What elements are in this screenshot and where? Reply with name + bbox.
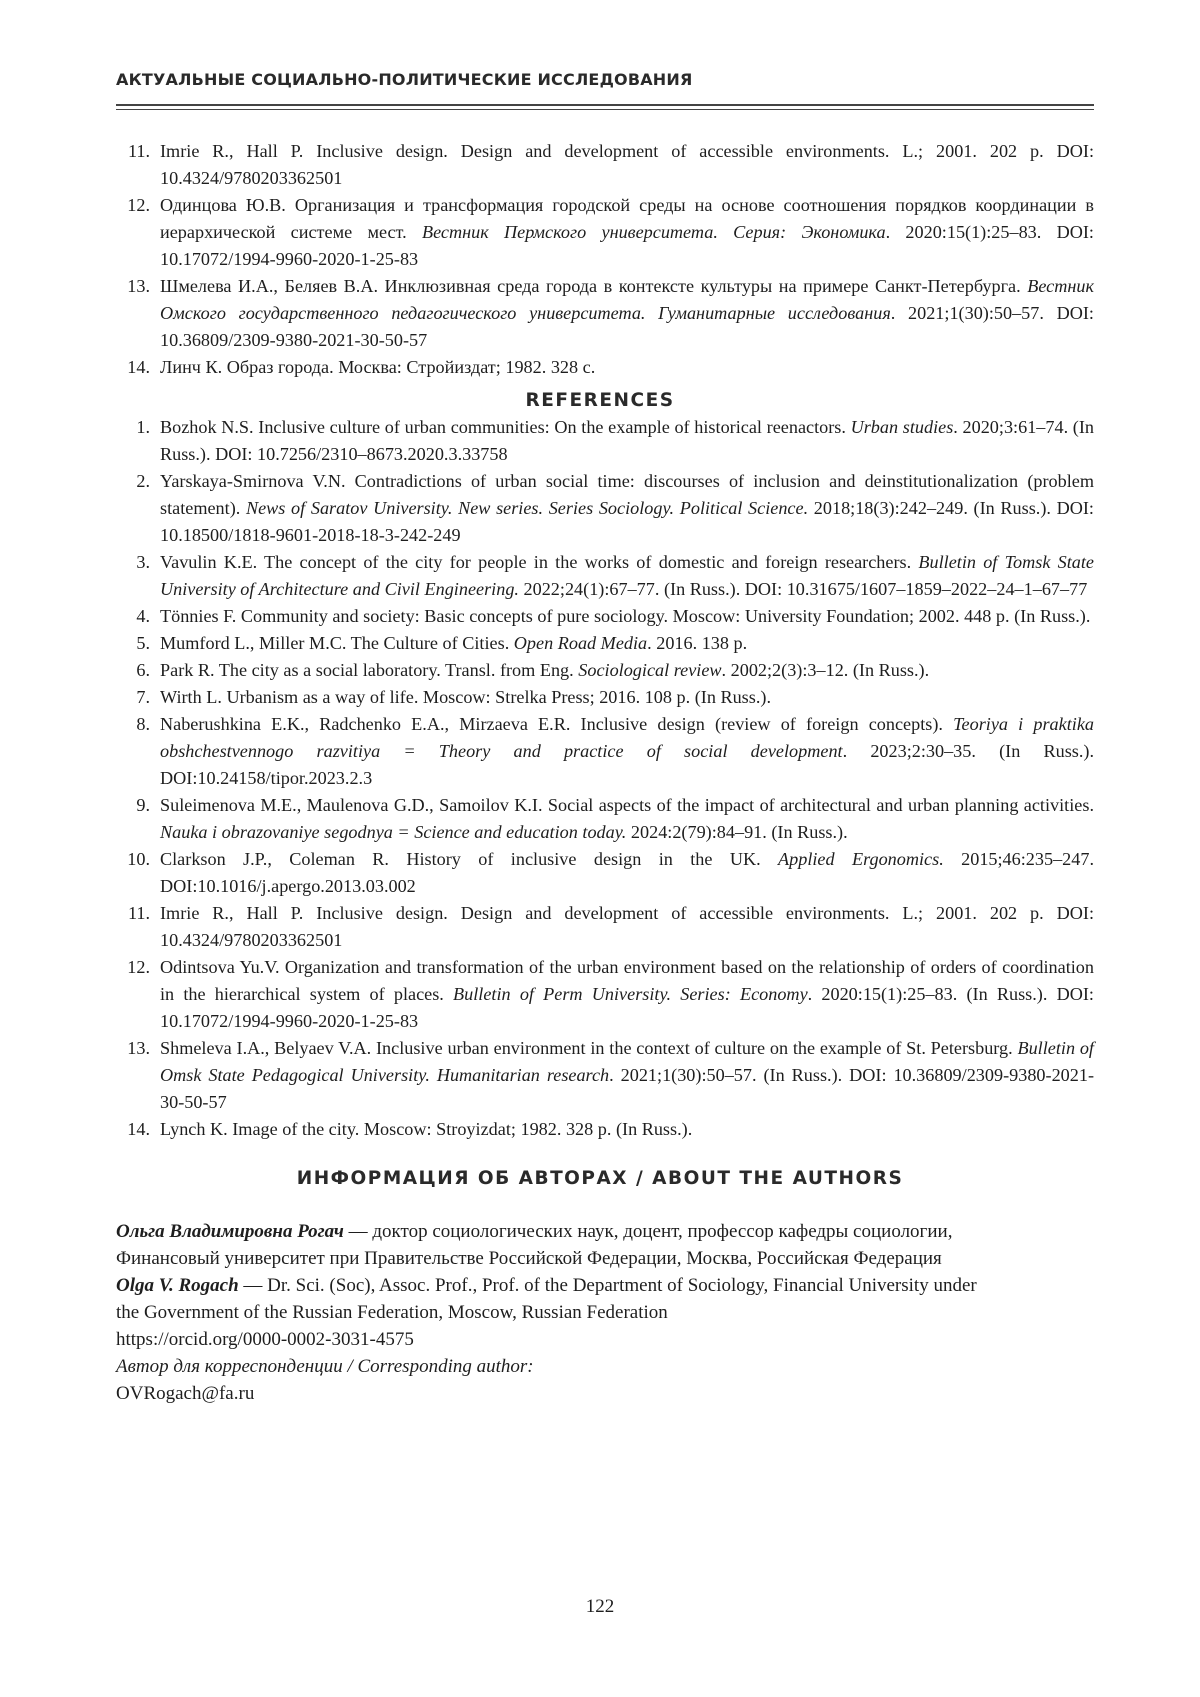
reference-text: Imrie R., Hall P. Inclusive design. Design and development of accessible environments. L.; 2001. 202 p. DOI: 10.4324/9780203362501 xyxy=(160,141,1094,188)
authors-heading: ИНФОРМАЦИЯ ОБ АВТОРАХ / ABOUT THE AUTHORS xyxy=(0,1168,1200,1189)
reference-text: Odintsova Yu.V. Organization and transformation of the urban environment based on the relationship of orders of coordination in the hierarchical system of places. xyxy=(160,957,1094,1004)
reference-number: 5. xyxy=(116,630,150,657)
reference-text: 2018;18(3):242–249. (In Russ.). DOI: 10.18500/1818-9601-2018-18-3-242-249 xyxy=(160,498,1094,545)
author-desc-en-2: the Government of the Russian Federation, Moscow, Russian Federation xyxy=(116,1299,1096,1326)
reference-text: . 2020;3:61–74. (In Russ.). DOI: 10.7256/2310–8673.2020.3.33758 xyxy=(160,417,1094,464)
reference-text: 2024:2(79):84–91. (In Russ.). xyxy=(626,822,847,842)
journal-page xyxy=(0,0,1200,1697)
reference-item xyxy=(116,630,1094,657)
reference-item xyxy=(116,414,1094,468)
reference-item xyxy=(116,549,1094,603)
reference-text: Vavulin K.E. The concept of the city for people in the works of domestic and foreign researchers. xyxy=(160,552,918,572)
references-heading: REFERENCES xyxy=(0,390,1200,411)
reference-number: 3. xyxy=(116,549,150,576)
reference-source-title: Bulletin of Perm University. Series: Economy xyxy=(453,984,808,1004)
reference-text: Lynch K. Image of the city. Moscow: Stroyizdat; 1982. 328 p. (In Russ.). xyxy=(160,1119,692,1139)
orcid-link[interactable]: https://orcid.org/0000-0002-3031-4575 xyxy=(116,1326,1096,1353)
author-name-en: Olga V. Rogach xyxy=(116,1275,239,1296)
header-rule-thick xyxy=(116,104,1094,106)
corresponding-author-label: Автор для корреспонденции / Corresponding author: xyxy=(116,1353,1096,1380)
reference-item xyxy=(116,603,1094,630)
reference-number: 4. xyxy=(116,603,150,630)
reference-text: . 2020:15(1):25–83. (In Russ.). DOI: 10.17072/1994-9960-2020-1-25-83 xyxy=(160,984,1094,1031)
reference-text: Park R. The city as a social laboratory. Transl. from Eng. xyxy=(160,660,578,680)
reference-source-title: Nauka i obrazovaniye segodnya = Science and education today. xyxy=(160,822,626,842)
reference-item xyxy=(116,792,1094,846)
reference-source-title: News of Saratov University. New series. Series Sociology. Political Science. xyxy=(246,498,808,518)
reference-number: 14. xyxy=(116,354,150,381)
reference-item xyxy=(116,273,1094,354)
reference-source-title: Вестник Омского государственного педагогического университета. Гуманитарные исследования xyxy=(160,276,1094,323)
reference-text: Одинцова Ю.В. Организация и трансформация городской среды на основе соотношения порядков координации в иерархической системе мест. xyxy=(160,195,1094,242)
reference-item xyxy=(116,1116,1094,1143)
reference-item xyxy=(116,138,1094,192)
reference-number: 14. xyxy=(116,1116,150,1143)
running-header: АКТУАЛЬНЫЕ СОЦИАЛЬНО-ПОЛИТИЧЕСКИЕ ИССЛЕДОВАНИЯ xyxy=(116,70,693,89)
reference-text: Suleimenova M.E., Maulenova G.D., Samoilov K.I. Social aspects of the impact of architectural and urban planning activities. xyxy=(160,795,1094,815)
reference-source-title: Вестник Пермского университета. Серия: Экономика xyxy=(422,222,886,242)
reference-text: . 2021;1(30):50–57. DOI: 10.36809/2309-9380-2021-30-50-57 xyxy=(160,303,1094,350)
reference-source-title: Bulletin of Tomsk State University of Architecture and Civil Engineering. xyxy=(160,552,1094,599)
russian-reference-list xyxy=(116,138,1094,381)
reference-text: . 2002;2(3):3–12. (In Russ.). xyxy=(722,660,930,680)
reference-number: 6. xyxy=(116,657,150,684)
reference-number: 2. xyxy=(116,468,150,495)
reference-number: 1. xyxy=(116,414,150,441)
reference-text: Imrie R., Hall P. Inclusive design. Design and development of accessible environments. L.; 2001. 202 p. DOI: 10.4324/9780203362501 xyxy=(160,903,1094,950)
reference-item xyxy=(116,1035,1094,1116)
reference-source-title: Teoriya i praktika obshchestvennogo razvitiya = Theory and practice of social development xyxy=(160,714,1094,761)
author-desc-ru-1: — доктор социологических наук, доцент, профессор кафедры социологии, xyxy=(344,1221,953,1242)
author-info xyxy=(116,1218,1096,1407)
reference-text: 2015;46:235–247. DOI:10.1016/j.apergo.2013.03.002 xyxy=(160,849,1094,896)
reference-text: Shmeleva I.A., Belyaev V.A. Inclusive urban environment in the context of culture on the example of St. Petersburg. xyxy=(160,1038,1017,1058)
reference-source-title: Open Road Media xyxy=(514,633,647,653)
author-ru-line-1 xyxy=(116,1218,1096,1245)
reference-number: 12. xyxy=(116,192,150,219)
english-reference-list xyxy=(116,414,1094,1143)
reference-item xyxy=(116,846,1094,900)
author-desc-ru-2: Финансовый университет при Правительстве Российской Федерации, Москва, Российская Федерация xyxy=(116,1245,1096,1272)
reference-text: Yarskaya-Smirnova V.N. Contradictions of urban social time: discourses of inclusion and deinstitutionalization (problem statement). xyxy=(160,471,1094,518)
author-email[interactable]: OVRogach@fa.ru xyxy=(116,1380,1096,1407)
reference-item xyxy=(116,192,1094,273)
reference-item xyxy=(116,900,1094,954)
reference-source-title: Bulletin of Omsk State Pedagogical University. Humanitarian research xyxy=(160,1038,1094,1085)
reference-text: 2022;24(1):67–77. (In Russ.). DOI: 10.31675/1607–1859–2022–24–1–67–77 xyxy=(519,579,1087,599)
reference-number: 12. xyxy=(116,954,150,981)
header-rule-thin xyxy=(116,109,1094,110)
reference-item xyxy=(116,354,1094,381)
author-en-line-1 xyxy=(116,1272,1096,1299)
reference-text: Wirth L. Urbanism as a way of life. Moscow: Strelka Press; 2016. 108 p. (In Russ.). xyxy=(160,687,771,707)
reference-item xyxy=(116,711,1094,792)
reference-text: Mumford L., Miller M.C. The Culture of Cities. xyxy=(160,633,514,653)
reference-number: 13. xyxy=(116,1035,150,1062)
reference-text: Линч К. Образ города. Москва: Стройиздат; 1982. 328 с. xyxy=(160,357,595,377)
reference-text: . 2023;2:30–35. (In Russ.). DOI:10.24158/tipor.2023.2.3 xyxy=(160,741,1094,788)
reference-text: Tönnies F. Community and society: Basic concepts of pure sociology. Moscow: University Foundation; 2002. 448 p. (In Russ.). xyxy=(160,606,1090,626)
reference-item xyxy=(116,684,1094,711)
reference-source-title: Applied Ergonomics. xyxy=(778,849,944,869)
reference-number: 9. xyxy=(116,792,150,819)
reference-text: . 2020:15(1):25–83. DOI: 10.17072/1994-9960-2020-1-25-83 xyxy=(160,222,1094,269)
reference-item xyxy=(116,468,1094,549)
reference-source-title: Sociological review xyxy=(578,660,721,680)
page-number: 122 xyxy=(0,1596,1200,1618)
reference-item xyxy=(116,657,1094,684)
reference-text: Шмелева И.А., Беляев В.А. Инклюзивная среда города в контексте культуры на примере Санкт-Петербурга. xyxy=(160,276,1027,296)
reference-number: 11. xyxy=(116,138,150,165)
reference-number: 7. xyxy=(116,684,150,711)
reference-text: Bozhok N.S. Inclusive culture of urban communities: On the example of historical reenactors. xyxy=(160,417,851,437)
author-name-ru: Ольга Владимировна Рогач xyxy=(116,1221,344,1242)
reference-text: Clarkson J.P., Coleman R. History of inclusive design in the UK. xyxy=(160,849,778,869)
reference-text: . 2016. 138 p. xyxy=(647,633,747,653)
reference-number: 11. xyxy=(116,900,150,927)
reference-item xyxy=(116,954,1094,1035)
author-desc-en-1: — Dr. Sci. (Soc), Assoc. Prof., Prof. of the Department of Sociology, Financial University under xyxy=(239,1275,977,1296)
reference-number: 8. xyxy=(116,711,150,738)
reference-number: 10. xyxy=(116,846,150,873)
reference-source-title: Urban studies xyxy=(851,417,954,437)
reference-number: 13. xyxy=(116,273,150,300)
reference-text: . 2021;1(30):50–57. (In Russ.). DOI: 10.36809/2309-9380-2021-30-50-57 xyxy=(160,1065,1094,1112)
reference-text: Naberushkina E.K., Radchenko E.A., Mirzaeva E.R. Inclusive design (review of foreign concepts). xyxy=(160,714,953,734)
